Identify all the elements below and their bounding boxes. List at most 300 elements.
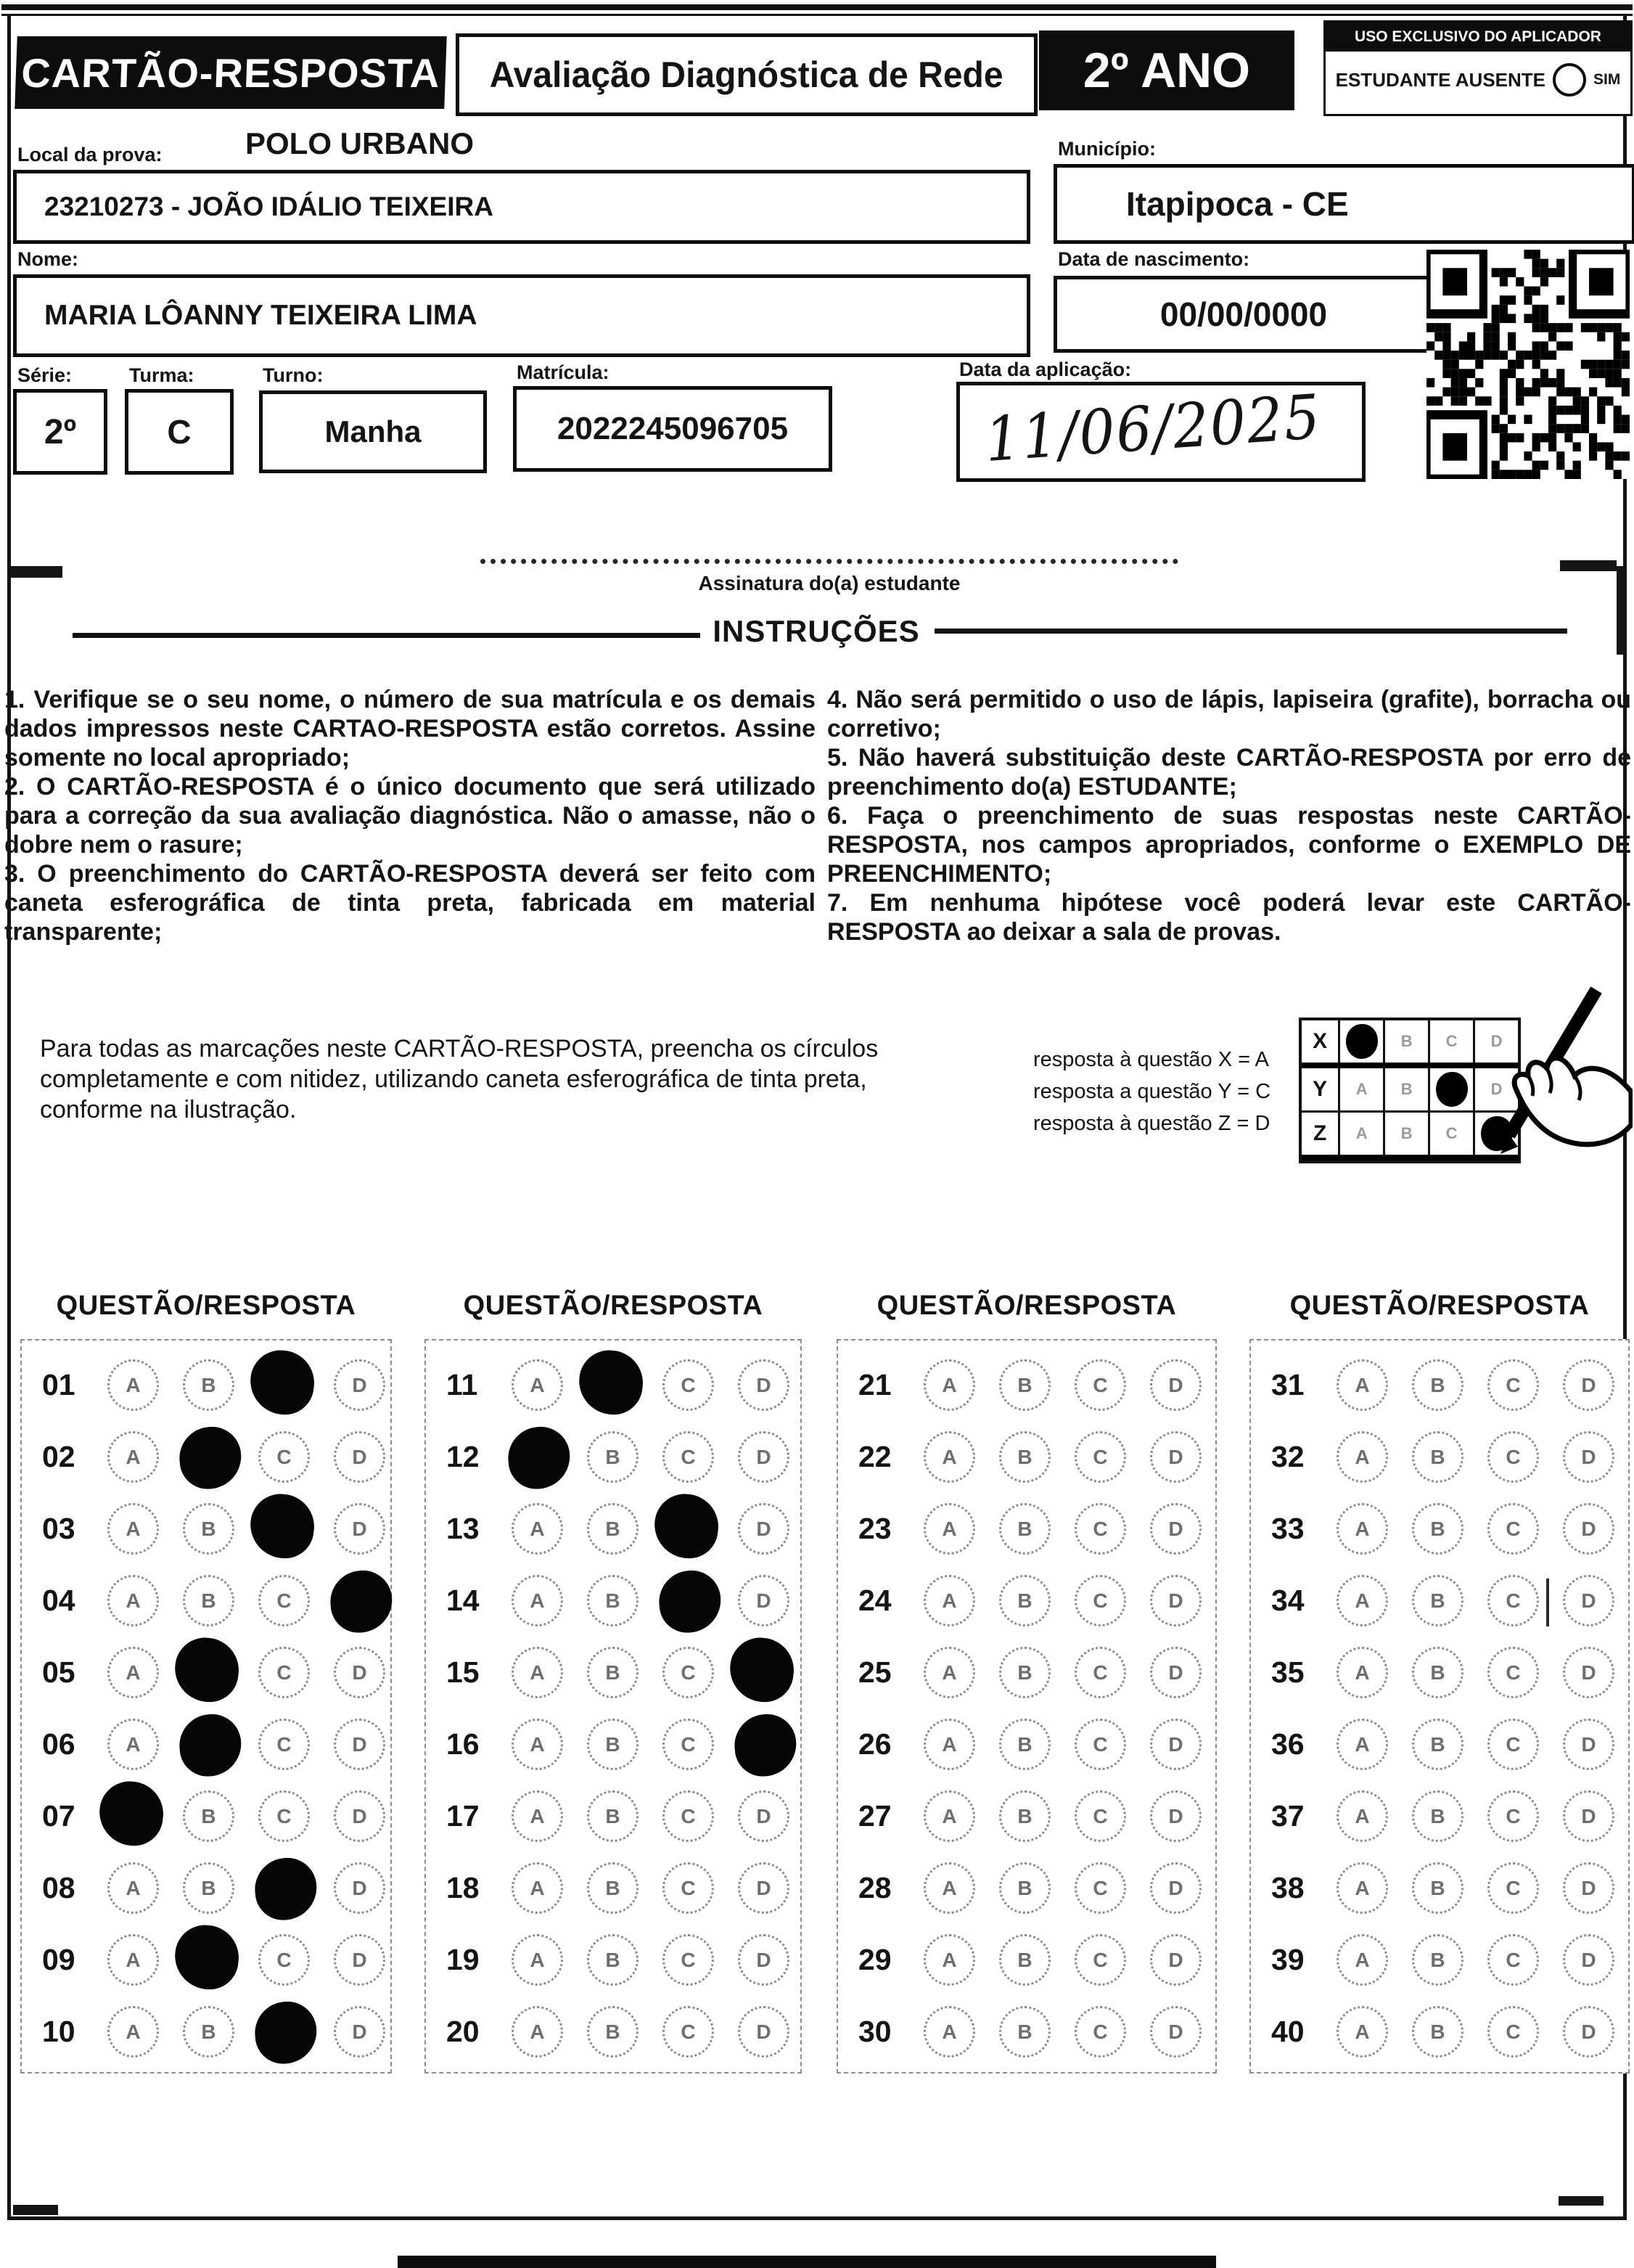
example-option-letter: A: [1355, 1124, 1368, 1142]
answer-bubble-d[interactable]: D: [1150, 1719, 1202, 1770]
question-row: [838, 1349, 1215, 1421]
answer-bubble-c[interactable]: C: [1487, 2006, 1539, 2058]
answer-bubble-c[interactable]: C: [1075, 1719, 1126, 1770]
answer-bubble-a[interactable]: A: [924, 1359, 975, 1411]
answer-bubble-c[interactable]: C: [1487, 1934, 1539, 1986]
answer-bubble-a[interactable]: A: [512, 2006, 563, 2058]
answer-bubble-d[interactable]: [727, 1634, 797, 1705]
answer-bubble-c[interactable]: C: [258, 1647, 310, 1698]
question-row: [22, 1852, 390, 1924]
answer-bubble-c[interactable]: C: [1487, 1647, 1539, 1698]
question-row: [838, 1780, 1215, 1852]
bubble-group: [1337, 1790, 1614, 1842]
answer-bubble-b[interactable]: B: [1412, 1790, 1463, 1842]
signature-line[interactable]: [480, 559, 1178, 564]
answer-bubble-d[interactable]: D: [1150, 1431, 1202, 1483]
turma-label: Turma:: [129, 364, 194, 386]
answer-bubble-a[interactable]: A: [924, 1719, 975, 1770]
question-row: [1251, 1349, 1628, 1421]
answer-bubble-b[interactable]: B: [183, 1359, 234, 1411]
answer-bubble-c[interactable]: C: [1075, 2006, 1126, 2058]
answer-bubble-d[interactable]: D: [1150, 1503, 1202, 1555]
answer-bubble-c[interactable]: C: [1487, 1431, 1539, 1483]
answer-bubble-c[interactable]: C: [1075, 1575, 1126, 1626]
answer-bubble-d[interactable]: D: [1563, 1431, 1614, 1483]
answer-bubble-d[interactable]: D: [1150, 2006, 1202, 2058]
answer-bubble-d[interactable]: D: [334, 1647, 385, 1698]
answer-bubble-b[interactable]: B: [1412, 2006, 1463, 2058]
answer-bubble-a[interactable]: A: [512, 1647, 563, 1698]
bubble-group: [107, 2006, 385, 2058]
answer-bubble-d[interactable]: D: [1150, 1575, 1202, 1626]
answer-bubble-a[interactable]: A: [924, 1790, 975, 1842]
question-row: [1251, 1924, 1628, 1996]
answer-bubble-a[interactable]: A: [107, 1359, 159, 1411]
answer-bubble-c[interactable]: C: [1487, 1719, 1539, 1770]
answer-bubble-b[interactable]: B: [183, 2006, 234, 2058]
answer-bubble-d[interactable]: D: [738, 1575, 789, 1626]
bottom-right-registration-mark: [1559, 2196, 1604, 2206]
answer-bubble-a[interactable]: A: [924, 1934, 975, 1986]
question-row: [426, 1637, 800, 1708]
instruction-item: 5. Não haverá substituição deste CARTÃO-RESPOSTA por erro de preenchimento do(a) ESTUDANTE;: [827, 744, 1631, 801]
answer-bubble-c[interactable]: C: [1487, 1359, 1539, 1411]
answer-bubble-b[interactable]: B: [587, 2006, 639, 2058]
local-prova-value: POLO URBANO: [245, 126, 474, 160]
example-row-label: Y: [1302, 1068, 1340, 1110]
question-row: [426, 1996, 800, 2068]
absent-mark-circle[interactable]: [1553, 63, 1586, 97]
question-number: 23: [858, 1512, 892, 1545]
answer-bubble-d[interactable]: D: [1150, 1647, 1202, 1698]
answer-bubble-c[interactable]: C: [1487, 1862, 1539, 1914]
answer-bubble-b[interactable]: B: [183, 1862, 234, 1914]
signature-caption: Assinatura do(a) estudante: [698, 572, 961, 594]
instructions-right: [827, 685, 1631, 946]
answer-bubble-d[interactable]: D: [334, 1503, 385, 1555]
bubble-group: [512, 1719, 789, 1770]
example-option-letter: B: [1400, 1032, 1413, 1050]
bubble-group: [1337, 2006, 1614, 2058]
answer-bubble-a[interactable]: A: [1337, 1647, 1388, 1698]
answer-bubble-b[interactable]: B: [999, 1719, 1051, 1770]
answer-bubble-a[interactable]: A: [107, 1719, 159, 1770]
answer-bubble-b[interactable]: B: [1412, 1359, 1463, 1411]
answer-bubble-d[interactable]: D: [738, 1431, 789, 1483]
question-number: 21: [858, 1368, 892, 1401]
answer-bubble-b[interactable]: B: [587, 1790, 639, 1842]
answer-bubble-b[interactable]: B: [999, 1647, 1051, 1698]
instruction-item: 6. Faça o preenchimento de suas respostas neste CARTÃO-RESPOSTA, nos campos apropriados, conforme o EXEMPLO DE PREENCHIMENTO;: [827, 802, 1631, 888]
municipio-label: Município:: [1058, 138, 1156, 160]
answer-bubble-b[interactable]: B: [999, 1790, 1051, 1842]
answer-bubble-c[interactable]: C: [1075, 1359, 1126, 1411]
answer-bubble-b[interactable]: B: [587, 1575, 639, 1626]
answer-bubble-b[interactable]: B: [183, 1503, 234, 1555]
answer-bubble-d[interactable]: [732, 1712, 799, 1779]
bubble-group: [512, 1431, 789, 1483]
answer-bubble-a[interactable]: A: [1337, 1575, 1388, 1626]
question-number: 01: [42, 1368, 75, 1401]
question-number: 25: [858, 1655, 892, 1689]
matricula-value: 2022245096705: [557, 411, 789, 446]
bubble-group: [1337, 1503, 1614, 1555]
answer-bubble-a[interactable]: A: [107, 1934, 159, 1986]
fill-instruction-paragraph: Para todas as marcações neste CARTÃO-RESPOSTA, preencha os círculos completamente e com nitidez, utilizando caneta esferográfica de tinta preta, conforme na ilustração.: [40, 1035, 879, 1123]
answer-bubble-c[interactable]: C: [662, 1790, 714, 1842]
answer-bubble-d[interactable]: D: [334, 1862, 385, 1914]
answer-bubble-c[interactable]: [657, 1568, 723, 1635]
right-edge-mark: [1617, 566, 1625, 655]
answer-bubble-d[interactable]: D: [1563, 1934, 1614, 1986]
answer-bubble-a[interactable]: A: [512, 1790, 563, 1842]
answer-bubble-c[interactable]: C: [1487, 1790, 1539, 1842]
legend-line-y: resposta a questão Y = C: [1033, 1080, 1271, 1103]
question-number: 34: [1271, 1584, 1305, 1617]
question-number: 40: [1271, 2015, 1305, 2048]
page-top-border: [1, 4, 1633, 10]
answer-section-4: [1249, 1290, 1630, 2073]
answer-bubble-a[interactable]: A: [924, 1431, 975, 1483]
answer-bubble-c[interactable]: [652, 1491, 722, 1561]
answer-bubble-d[interactable]: D: [334, 1359, 385, 1411]
answer-section-header: QUESTÃO/RESPOSTA: [1289, 1290, 1590, 1321]
nascimento-label: Data de nascimento:: [1058, 248, 1250, 270]
instructions-rule-left: [73, 633, 700, 638]
question-row: [426, 1780, 800, 1852]
question-number: 15: [446, 1655, 480, 1689]
question-row: [838, 1637, 1215, 1708]
answer-bubble-a[interactable]: A: [107, 1862, 159, 1914]
answer-bubble-b[interactable]: B: [587, 1431, 639, 1483]
exam-title: Avaliação Diagnóstica de Rede: [490, 54, 1003, 95]
answer-bubble-a[interactable]: [97, 1778, 167, 1849]
bubble-group: [924, 1719, 1202, 1770]
answer-bubble-c[interactable]: C: [1487, 1575, 1539, 1626]
answer-section-header: QUESTÃO/RESPOSTA: [56, 1290, 356, 1321]
school-value: 23210273 - JOÃO IDÁLIO TEIXEIRA: [44, 192, 493, 221]
nome-box: [13, 274, 1030, 357]
answer-bubble-c[interactable]: C: [662, 1359, 714, 1411]
answer-bubble-a[interactable]: A: [1337, 1359, 1388, 1411]
answer-bubble-c[interactable]: C: [258, 1431, 310, 1483]
answer-bubble-d[interactable]: D: [1563, 1790, 1614, 1842]
example-bubble-a: [1340, 1068, 1385, 1110]
answer-bubble-c[interactable]: [247, 1491, 318, 1561]
turma-box: [125, 389, 234, 475]
question-number: 31: [1271, 1368, 1305, 1401]
question-number: 17: [446, 1799, 480, 1833]
answer-bubble-a[interactable]: A: [924, 1647, 975, 1698]
answer-bubble-d[interactable]: D: [1563, 1503, 1614, 1555]
question-row: [426, 1421, 800, 1493]
bubble-group: [924, 1934, 1202, 1986]
answer-bubble-a[interactable]: A: [512, 1359, 563, 1411]
nome-value: MARIA LÔANNY TEIXEIRA LIMA: [44, 300, 477, 331]
bubble-group: [1337, 1647, 1614, 1698]
bubble-group: [924, 1503, 1202, 1555]
example-option-letter: C: [1445, 1124, 1458, 1142]
question-number: 16: [446, 1727, 480, 1761]
answer-bubble-c[interactable]: C: [662, 1431, 714, 1483]
answer-bubble-a[interactable]: A: [924, 2006, 975, 2058]
bubble-group: [1337, 1431, 1614, 1483]
answer-bubble-a[interactable]: [506, 1425, 572, 1491]
answer-bubble-b[interactable]: B: [1412, 1719, 1463, 1770]
answer-bubble-d[interactable]: D: [334, 2006, 385, 2058]
answer-bubble-a[interactable]: A: [512, 1862, 563, 1914]
answer-bubble-b[interactable]: B: [1412, 1934, 1463, 1986]
answer-bubble-b[interactable]: B: [999, 1862, 1051, 1914]
question-row: [1251, 1637, 1628, 1708]
answer-bubble-d[interactable]: D: [1150, 1934, 1202, 1986]
answer-bubble-a[interactable]: A: [1337, 1934, 1388, 1986]
answer-bubble-b[interactable]: B: [587, 1719, 639, 1770]
answer-bubble-d[interactable]: D: [1563, 1719, 1614, 1770]
answer-bubble-b[interactable]: [576, 1347, 646, 1417]
bubble-group: [512, 1790, 789, 1842]
answer-bubble-d[interactable]: D: [1563, 1575, 1614, 1626]
answer-bubble-d[interactable]: D: [334, 1719, 385, 1770]
question-row: [22, 1421, 390, 1493]
question-number: 29: [858, 1943, 892, 1976]
bottom-left-registration-mark: [13, 2205, 58, 2215]
bubble-group: [512, 1647, 789, 1698]
answer-bubble-d[interactable]: D: [1563, 1862, 1614, 1914]
answer-bubble-c[interactable]: [253, 1856, 319, 1923]
example-bubble-c: [1430, 1068, 1475, 1110]
answer-bubble-b[interactable]: [172, 1922, 242, 1992]
answer-bubble-c[interactable]: C: [1075, 1647, 1126, 1698]
legend-line-x: resposta à questão X = A: [1033, 1048, 1269, 1071]
answer-bubble-d[interactable]: D: [334, 1790, 385, 1842]
card-title-banner: [15, 36, 446, 109]
aplicacao-box[interactable]: [956, 382, 1366, 482]
answer-bubble-c[interactable]: C: [1075, 1790, 1126, 1842]
answer-bubble-a[interactable]: A: [107, 1503, 159, 1555]
fill-example-legend: [1033, 1044, 1270, 1139]
bubble-group: [107, 1790, 385, 1842]
answer-bubble-b[interactable]: [172, 1634, 242, 1705]
question-number: 24: [858, 1584, 892, 1617]
question-number: 22: [858, 1440, 892, 1473]
question-row: [426, 1349, 800, 1421]
answer-bubble-a[interactable]: A: [512, 1503, 563, 1555]
page-bottom-border: [7, 2216, 1627, 2220]
answer-bubble-a[interactable]: A: [1337, 1719, 1388, 1770]
answer-bubble-d[interactable]: D: [1563, 2006, 1614, 2058]
answer-bubble-d[interactable]: D: [738, 1862, 789, 1914]
question-row: [426, 1924, 800, 1996]
answer-bubble-b[interactable]: [177, 1712, 244, 1779]
answer-bubble-b[interactable]: B: [587, 1862, 639, 1914]
answer-bubble-c[interactable]: C: [258, 1934, 310, 1986]
answer-bubble-c[interactable]: C: [1075, 1503, 1126, 1555]
bubble-group: [512, 1862, 789, 1914]
answer-bubble-d[interactable]: D: [1150, 1790, 1202, 1842]
answer-bubble-a[interactable]: A: [107, 2006, 159, 2058]
answer-bubble-c[interactable]: [247, 1347, 318, 1417]
answer-bubble-c[interactable]: C: [662, 1862, 714, 1914]
question-number: 39: [1271, 1943, 1305, 1976]
absent-label: ESTUDANTE AUSENTE: [1335, 68, 1546, 91]
question-number: 32: [1271, 1440, 1305, 1473]
nome-label: Nome:: [17, 248, 79, 270]
question-row: [1251, 1852, 1628, 1924]
question-row: [1251, 1996, 1628, 2068]
question-row: [838, 1924, 1215, 1996]
answer-bubble-b[interactable]: B: [1412, 1503, 1463, 1555]
question-row: [22, 1565, 390, 1637]
answer-grid: [1249, 1339, 1630, 2073]
answer-bubble-c[interactable]: C: [258, 1719, 310, 1770]
example-option-letter: C: [1445, 1032, 1458, 1050]
answer-bubble-c[interactable]: C: [662, 1647, 714, 1698]
answer-bubble-d[interactable]: D: [738, 2006, 789, 2058]
answer-bubble-d[interactable]: D: [738, 1503, 789, 1555]
answer-bubble-d[interactable]: D: [1150, 1862, 1202, 1914]
answer-bubble-c[interactable]: C: [1075, 1934, 1126, 1986]
exam-title-box: [456, 33, 1038, 116]
answer-bubble-c[interactable]: C: [258, 1790, 310, 1842]
bubble-group: [107, 1431, 385, 1483]
answer-bubble-c[interactable]: C: [662, 2006, 714, 2058]
left-registration-mark: [10, 566, 62, 578]
answer-bubble-a[interactable]: A: [924, 1575, 975, 1626]
bubble-group: [512, 1934, 789, 1986]
answer-bubble-a[interactable]: A: [512, 1934, 563, 1986]
answer-bubble-d[interactable]: D: [738, 1790, 789, 1842]
bubble-group: [924, 1647, 1202, 1698]
question-row: [22, 1924, 390, 1996]
qr-code: [1426, 250, 1630, 479]
local-prova-label: Local da prova:: [17, 144, 163, 165]
question-number: 08: [42, 1871, 75, 1904]
question-row: [22, 1708, 390, 1780]
answer-bubble-a[interactable]: A: [1337, 1790, 1388, 1842]
answer-bubble-a[interactable]: A: [512, 1719, 563, 1770]
question-row: [426, 1708, 800, 1780]
instruction-item: 3. O preenchimento do CARTÃO-RESPOSTA deverá ser feito com caneta esferográfica de tinta preta, fabricada em material transparente;: [4, 860, 816, 946]
question-number: 11: [446, 1368, 478, 1401]
answer-section-header: QUESTÃO/RESPOSTA: [463, 1290, 763, 1321]
answer-bubble-a[interactable]: A: [1337, 1503, 1388, 1555]
answer-grid: [20, 1339, 392, 2073]
question-number: 06: [42, 1727, 75, 1761]
matricula-label: Matrícula:: [517, 361, 609, 383]
answer-bubble-a[interactable]: A: [1337, 1431, 1388, 1483]
question-row: [426, 1493, 800, 1565]
answer-bubble-b[interactable]: B: [999, 1503, 1051, 1555]
answer-bubble-a[interactable]: A: [924, 1862, 975, 1914]
example-bubble-a: [1340, 1020, 1385, 1063]
answer-bubble-a[interactable]: A: [107, 1575, 159, 1626]
question-row: [1251, 1565, 1628, 1637]
answer-bubble-b[interactable]: B: [587, 1934, 639, 1986]
bubble-group: [924, 1790, 1202, 1842]
answer-bubble-c[interactable]: C: [1075, 1862, 1126, 1914]
matricula-box: [513, 386, 832, 472]
answer-bubble-b[interactable]: B: [999, 1575, 1051, 1626]
bubble-group: [924, 1575, 1202, 1626]
answer-bubble-c[interactable]: C: [662, 1934, 714, 1986]
answer-bubble-d[interactable]: D: [334, 1431, 385, 1483]
nascimento-value: 00/00/0000: [1159, 295, 1328, 333]
answer-bubble-b[interactable]: B: [999, 1359, 1051, 1411]
answer-bubble-c[interactable]: C: [662, 1719, 714, 1770]
answer-bubble-a[interactable]: A: [107, 1431, 159, 1483]
answer-bubble-d[interactable]: [328, 1568, 395, 1635]
right-registration-mark: [1560, 560, 1617, 571]
answer-bubble-d[interactable]: D: [1563, 1647, 1614, 1698]
question-number: 26: [858, 1727, 892, 1761]
question-number: 18: [446, 1871, 480, 1904]
question-row: [22, 1780, 390, 1852]
answer-bubble-d[interactable]: D: [1150, 1359, 1202, 1411]
instruction-item: 2. O CARTÃO-RESPOSTA é o único documento que será utilizado para a correção da sua avaliação diagnóstica. Não o amasse, não o dobre nem o rasure;: [4, 773, 816, 859]
answer-bubble-b[interactable]: B: [999, 1934, 1051, 1986]
answer-bubble-b[interactable]: B: [1412, 1431, 1463, 1483]
answer-bubble-b[interactable]: B: [999, 1431, 1051, 1483]
question-row: [426, 1565, 800, 1637]
answer-bubble-d[interactable]: D: [334, 1934, 385, 1986]
question-number: 38: [1271, 1871, 1305, 1904]
example-bubble-b: [1385, 1020, 1430, 1063]
answer-bubble-b[interactable]: B: [1412, 1575, 1463, 1626]
answer-bubble-b[interactable]: B: [183, 1575, 234, 1626]
answer-bubble-b[interactable]: B: [1412, 1862, 1463, 1914]
question-number: 19: [446, 1943, 480, 1976]
answer-bubble-d[interactable]: D: [1563, 1359, 1614, 1411]
answer-grid: [424, 1339, 802, 2073]
answer-bubble-d[interactable]: D: [738, 1359, 789, 1411]
answer-bubble-a[interactable]: A: [1337, 1862, 1388, 1914]
answer-bubble-b[interactable]: [177, 1425, 244, 1491]
bubble-group: [107, 1575, 385, 1626]
example-option-letter: B: [1400, 1124, 1413, 1142]
card-title: CARTÃO-RESPOSTA: [20, 49, 441, 96]
example-bubble-c: [1430, 1020, 1475, 1063]
bubble-group: [924, 1431, 1202, 1483]
question-number: 04: [42, 1584, 75, 1617]
answer-bubble-b[interactable]: B: [587, 1647, 639, 1698]
answer-bubble-c[interactable]: C: [1075, 1431, 1126, 1483]
answer-bubble-c[interactable]: C: [258, 1575, 310, 1626]
answer-grid: [837, 1339, 1217, 2073]
answer-bubble-b[interactable]: B: [587, 1503, 639, 1555]
question-number: 27: [858, 1799, 892, 1833]
answer-bubble-a[interactable]: A: [107, 1647, 159, 1698]
answer-bubble-d[interactable]: D: [738, 1934, 789, 1986]
question-number: 10: [42, 2015, 75, 2048]
answer-bubble-b[interactable]: B: [1412, 1647, 1463, 1698]
question-row: [1251, 1493, 1628, 1565]
turno-label: Turno:: [263, 364, 324, 386]
bubble-group: [1337, 1575, 1614, 1626]
answer-bubble-c[interactable]: C: [1487, 1503, 1539, 1555]
applicator-bar: USO EXCLUSIVO DO APLICADOR: [1326, 22, 1630, 52]
answer-bubble-c[interactable]: [253, 1999, 319, 2066]
bubble-group: [107, 1503, 385, 1555]
bubble-group: [924, 1359, 1202, 1411]
turno-box: [259, 390, 487, 473]
answer-bubble-b[interactable]: B: [183, 1790, 234, 1842]
answer-bubble-a[interactable]: A: [924, 1503, 975, 1555]
answer-bubble-a[interactable]: A: [512, 1575, 563, 1626]
answer-bubble-a[interactable]: A: [1337, 2006, 1388, 2058]
question-number: 05: [42, 1655, 75, 1689]
answer-bubble-b[interactable]: B: [999, 2006, 1051, 2058]
